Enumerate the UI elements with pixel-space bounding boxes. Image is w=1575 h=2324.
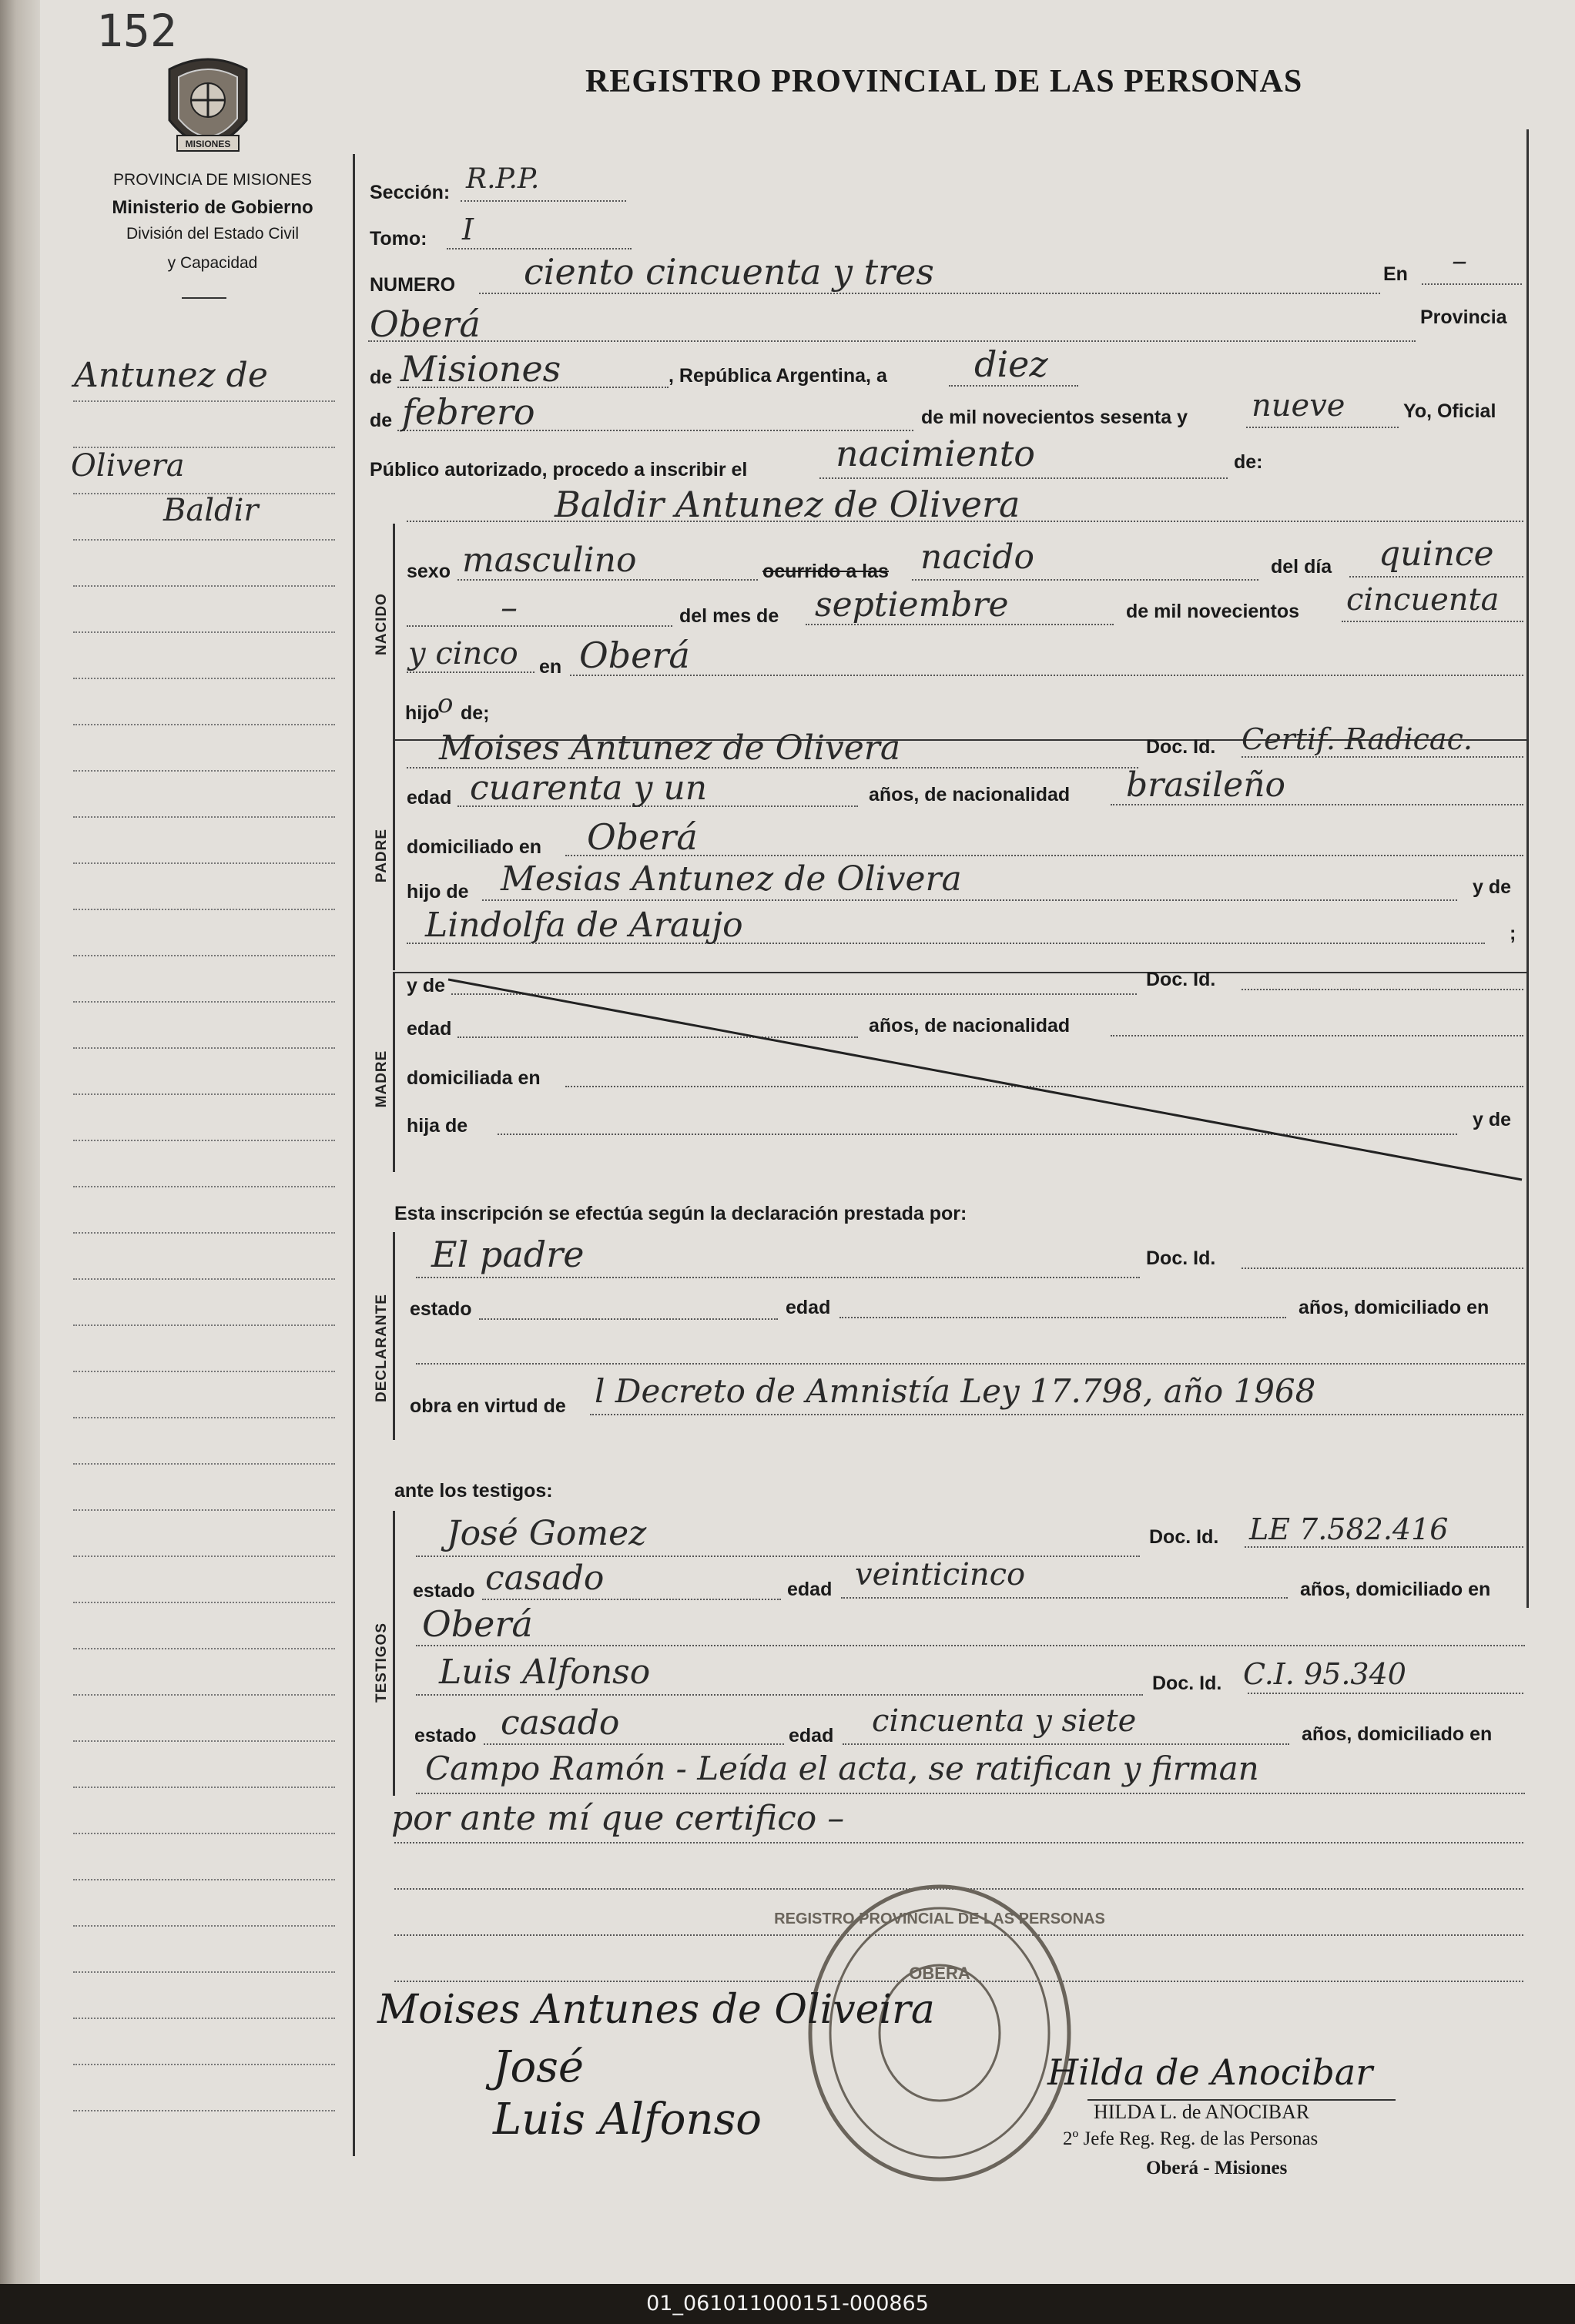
dotted-line: [407, 625, 672, 627]
tomo-label: Tomo:: [370, 228, 427, 249]
madre-y-de-label-2: y de: [1473, 1109, 1512, 1130]
testigo2-doc-label: Doc. Id.: [1152, 1673, 1222, 1694]
testigo2-estado-label: estado: [414, 1725, 477, 1746]
margin-line: [73, 2018, 335, 2019]
dotted-line: [949, 385, 1078, 387]
lugar-value: Oberá: [370, 303, 481, 345]
margin-line: [73, 1555, 335, 1557]
dotted-line: [1342, 621, 1523, 622]
margin-line: [73, 1140, 335, 1141]
testigo1-nombre: José Gomez: [447, 1514, 647, 1553]
dotted-line: [565, 855, 1523, 856]
margin-line: [73, 1371, 335, 1372]
margin-surname: Antunez de: [74, 356, 268, 395]
en-value: –: [1452, 243, 1467, 279]
dotted-line: [841, 1597, 1288, 1599]
margin-line: [73, 1463, 335, 1465]
madre-cancel-line: [447, 978, 1525, 1186]
margin-line: [73, 2064, 335, 2065]
stamp-outer-text: REGISTRO PROVINCIAL DE LAS PERSONAS: [774, 1910, 1105, 1927]
padre-dom-value: Oberá: [587, 816, 698, 858]
hijo-label: hijo: [405, 702, 440, 724]
padre-edad-value: cuarenta y un: [470, 769, 708, 808]
hora-value: nacido: [920, 537, 1034, 577]
ante-testigos-label: ante los testigos:: [394, 1480, 553, 1502]
margin-line: [73, 585, 335, 587]
padre-y-de-label: y de: [1473, 876, 1512, 898]
republica-label: , República Argentina, a: [669, 365, 887, 387]
inst-division: División del Estado Civil: [126, 225, 300, 243]
declarante-edad-label: edad: [786, 1297, 831, 1318]
dotted-line: [1245, 1546, 1523, 1548]
margin-line: [73, 1925, 335, 1927]
tomo-value: I: [462, 213, 474, 246]
dotted-line: [819, 477, 1228, 479]
numero-value: ciento cincuenta y tres: [524, 251, 934, 293]
margin-line: [73, 1324, 335, 1326]
padre-hijo-de-label: hijo de: [407, 881, 469, 902]
madre-doc-label: Doc. Id.: [1146, 969, 1216, 990]
signature-oficial: Hilda de Anocibar: [1047, 2051, 1373, 2093]
declarante-value: El padre: [431, 1234, 585, 1275]
mil-nov-label: de mil novecientos: [1126, 601, 1300, 622]
inscripcion-label: Esta inscripción se efectúa según la declaración prestada por:: [394, 1203, 967, 1224]
dotted-line: [843, 1743, 1289, 1745]
provincia-label: Provincia: [1420, 306, 1507, 328]
de-semicolon-label: de;: [461, 702, 490, 724]
padre-edad-label: edad: [407, 787, 452, 809]
dotted-line: [1349, 576, 1523, 578]
testigo1-estado-label: estado: [413, 1580, 475, 1602]
margin-line: [73, 1278, 335, 1280]
testigo2-edad-label: edad: [789, 1725, 834, 1746]
cierre-value: por ante mí que certifico –: [391, 1799, 845, 1838]
testigo2-nombre: Luis Alfonso: [439, 1653, 651, 1692]
inst-ministry: Ministerio de Gobierno: [112, 197, 313, 218]
folio-number: 152: [96, 5, 177, 57]
anio-nac-value: cincuenta: [1346, 582, 1500, 618]
margin-line: [73, 1971, 335, 1973]
sexo-value: masculino: [462, 541, 637, 580]
official-place: Oberá - Misiones: [1146, 2158, 1288, 2178]
dotted-line: [479, 1318, 778, 1320]
testigo1-edad-label: edad: [787, 1579, 833, 1600]
dotted-line: [590, 1414, 1523, 1415]
declarante-side-label: DECLARANTE: [374, 1294, 390, 1402]
inst-underline: [182, 297, 226, 299]
signature-testigo1: José: [493, 2042, 585, 2092]
dotted-line: [1242, 756, 1523, 758]
margin-line: [73, 1833, 335, 1834]
madre-nac-label: años, de nacionalidad: [869, 1015, 1071, 1036]
numero-label: NUMERO: [370, 274, 456, 296]
padre-hijo-de-value: Mesias Antunez de Olivera: [501, 859, 962, 899]
del-dia-label: del día: [1271, 556, 1332, 578]
padre-bracket: [393, 739, 395, 970]
declarante-bracket: [393, 1232, 395, 1440]
margin-surname-2: Olivera: [71, 448, 185, 484]
declarante-anos-label: años, domiciliado en: [1299, 1297, 1490, 1318]
margin-line: [73, 1879, 335, 1880]
dotted-line: [1242, 1267, 1523, 1269]
dotted-line: [479, 293, 1380, 294]
testigo2-anos-label: años, domiciliado en: [1302, 1723, 1493, 1745]
testigos-side-label: TESTIGOS: [374, 1622, 390, 1703]
de-label-2: de: [370, 410, 393, 431]
de-label: de: [370, 367, 393, 388]
signature-testigo2: Luis Alfonso: [493, 2095, 762, 2145]
padre-semicolon: ;: [1510, 923, 1516, 944]
testigo1-doc-label: Doc. Id.: [1149, 1526, 1219, 1548]
seal-label: MISIONES: [185, 139, 231, 149]
provincial-seal-icon: [159, 52, 257, 162]
dia-nac-value: quince: [1379, 534, 1494, 574]
sexo-label: sexo: [407, 561, 451, 582]
dotted-line: [1246, 427, 1399, 428]
margin-line: [73, 631, 335, 633]
anio-nac-value-2: y cinco: [408, 636, 518, 671]
dotted-line: [368, 340, 1416, 342]
margin-line: [73, 1740, 335, 1742]
madre-hija-de-label: hija de: [407, 1115, 468, 1137]
testigo2-edad: cincuenta y siete: [872, 1703, 1137, 1739]
en-lower-label: en: [539, 656, 562, 678]
dotted-line: [570, 675, 1523, 676]
margin-line: [73, 1417, 335, 1418]
inst-province: PROVINCIA DE MISIONES: [113, 171, 312, 189]
dotted-line: [416, 1645, 1525, 1646]
margin-line: [73, 1602, 335, 1603]
declarante-doc-label: Doc. Id.: [1146, 1247, 1216, 1269]
margin-line: [73, 724, 335, 725]
official-title: 2º Jefe Reg. Reg. de las Personas: [1063, 2128, 1319, 2149]
image-id-footer: 01_061011000151-000865: [0, 2284, 1575, 2324]
provincia-value: Misiones: [400, 348, 561, 390]
dia-value: diez: [974, 343, 1048, 385]
margin-line: [73, 1232, 335, 1234]
acto-value: nacimiento: [836, 433, 1035, 474]
nacido-side-label: NACIDO: [374, 593, 390, 655]
padre-dom-label: domiciliado en: [407, 836, 542, 858]
yo-oficial-label: Yo, Oficial: [1403, 400, 1496, 422]
mes-nac-value: septiembre: [815, 585, 1009, 625]
dotted-line: [484, 1743, 784, 1745]
dotted-line: [416, 1277, 1140, 1278]
margin-given-name: Baldir: [163, 493, 259, 528]
testigo1-estado: casado: [485, 1559, 605, 1598]
official-stamp-icon: [774, 1879, 1105, 2195]
lugar-nac-value: Oberá: [579, 635, 690, 676]
dotted-line: [394, 1842, 1523, 1843]
left-border: [353, 154, 355, 2156]
margin-line: [73, 1093, 335, 1095]
dotted-line: [416, 1793, 1525, 1794]
madre-bracket: [393, 972, 395, 1172]
de-colon-label: de:: [1234, 451, 1263, 473]
inst-capacidad: y Capacidad: [167, 254, 258, 272]
seccion-value: R.P.P.: [466, 163, 540, 195]
padre-doc-label: Doc. Id.: [1146, 736, 1216, 758]
official-rule: [1087, 2099, 1396, 2101]
dotted-line: [839, 1317, 1286, 1318]
seccion-label: Sección:: [370, 182, 451, 203]
dotted-line: [407, 671, 534, 673]
padre-doc-value: Certif. Radicac.: [1242, 722, 1473, 756]
publico-label: Público autorizado, procedo a inscribir el: [370, 459, 748, 481]
testigo1-doc: LE 7.582.416: [1249, 1512, 1449, 1546]
mil-sesenta-label: de mil novecientos sesenta y: [921, 407, 1188, 428]
obra-value: l Decreto de Amnistía Ley 17.798, año 1968: [595, 1372, 1316, 1410]
testigo2-estado: casado: [501, 1703, 620, 1743]
dotted-line: [912, 579, 1258, 581]
margin-line: [73, 1648, 335, 1649]
padre-nac-value: brasileño: [1126, 765, 1286, 805]
margin-line: [73, 770, 335, 772]
margin-line: [73, 1186, 335, 1187]
declarante-estado-label: estado: [410, 1298, 472, 1320]
padre-y-de-value: Lindolfa de Araujo: [425, 906, 743, 945]
margin-line: [73, 816, 335, 818]
margin-line: [73, 539, 335, 541]
dotted-line: [482, 1599, 781, 1600]
margin-line: [73, 1694, 335, 1696]
margin-line: [73, 909, 335, 910]
madre-dom-label: domiciliada en: [407, 1067, 541, 1089]
margin-line: [73, 1787, 335, 1788]
en-label: En: [1383, 263, 1408, 285]
mes-value: febrero: [402, 391, 535, 433]
dotted-line: [1422, 283, 1522, 285]
signature-padre: Moises Antunes de Oliveira: [377, 1987, 935, 2033]
margin-line: [73, 955, 335, 956]
dia-nac-value-2: –: [501, 588, 518, 628]
hijo-suffix: o: [437, 688, 454, 719]
dotted-line: [482, 899, 1457, 901]
dotted-line: [1248, 1693, 1523, 1694]
anio-value: nueve: [1252, 388, 1345, 424]
padre-nombre: Moises Antunez de Olivera: [439, 728, 901, 768]
padre-side-label: PADRE: [374, 828, 390, 883]
obra-label: obra en virtud de: [410, 1395, 566, 1417]
margin-line: [73, 1509, 335, 1511]
madre-top-rule: [393, 972, 1526, 973]
testigo2-dom: Campo Ramón - Leída el acta, se ratifican y firman: [425, 1750, 1259, 1787]
dotted-line: [416, 1694, 1143, 1696]
margin-line: [73, 400, 335, 402]
testigo1-anos-label: años, domiciliado en: [1300, 1579, 1491, 1600]
testigos-bracket: [393, 1511, 395, 1796]
official-name: HILDA L. de ANOCIBAR: [1094, 2101, 1310, 2123]
book-binding-edge: [0, 0, 40, 2284]
dotted-line: [447, 248, 632, 249]
padre-nac-label: años, de nacionalidad: [869, 784, 1071, 805]
margin-line: [73, 678, 335, 679]
margin-line: [73, 862, 335, 864]
document-title: REGISTRO PROVINCIAL DE LAS PERSONAS: [585, 64, 1303, 99]
stamp-inner-text: OBERA: [909, 1964, 970, 1983]
ocurrido-label: ocurrido a las: [762, 561, 889, 582]
margin-line: [73, 1047, 335, 1049]
madre-side-label: MADRE: [374, 1050, 390, 1108]
margin-line: [73, 1001, 335, 1003]
madre-edad-label: edad: [407, 1018, 452, 1040]
nacido-bracket: [393, 524, 395, 739]
testigo1-dom: Oberá: [422, 1603, 533, 1645]
madre-y-de-label: y de: [407, 975, 446, 996]
right-border: [1526, 129, 1529, 1608]
dotted-line: [416, 1363, 1525, 1365]
testigo2-doc: C.I. 95.340: [1243, 1657, 1406, 1691]
margin-line: [73, 2110, 335, 2111]
dotted-line: [461, 200, 626, 202]
dotted-line: [416, 1555, 1140, 1557]
del-mes-label: del mes de: [679, 605, 779, 627]
testigo1-edad: veinticinco: [855, 1557, 1026, 1592]
nacido-nombre: Baldir Antunez de Olivera: [555, 484, 1020, 525]
